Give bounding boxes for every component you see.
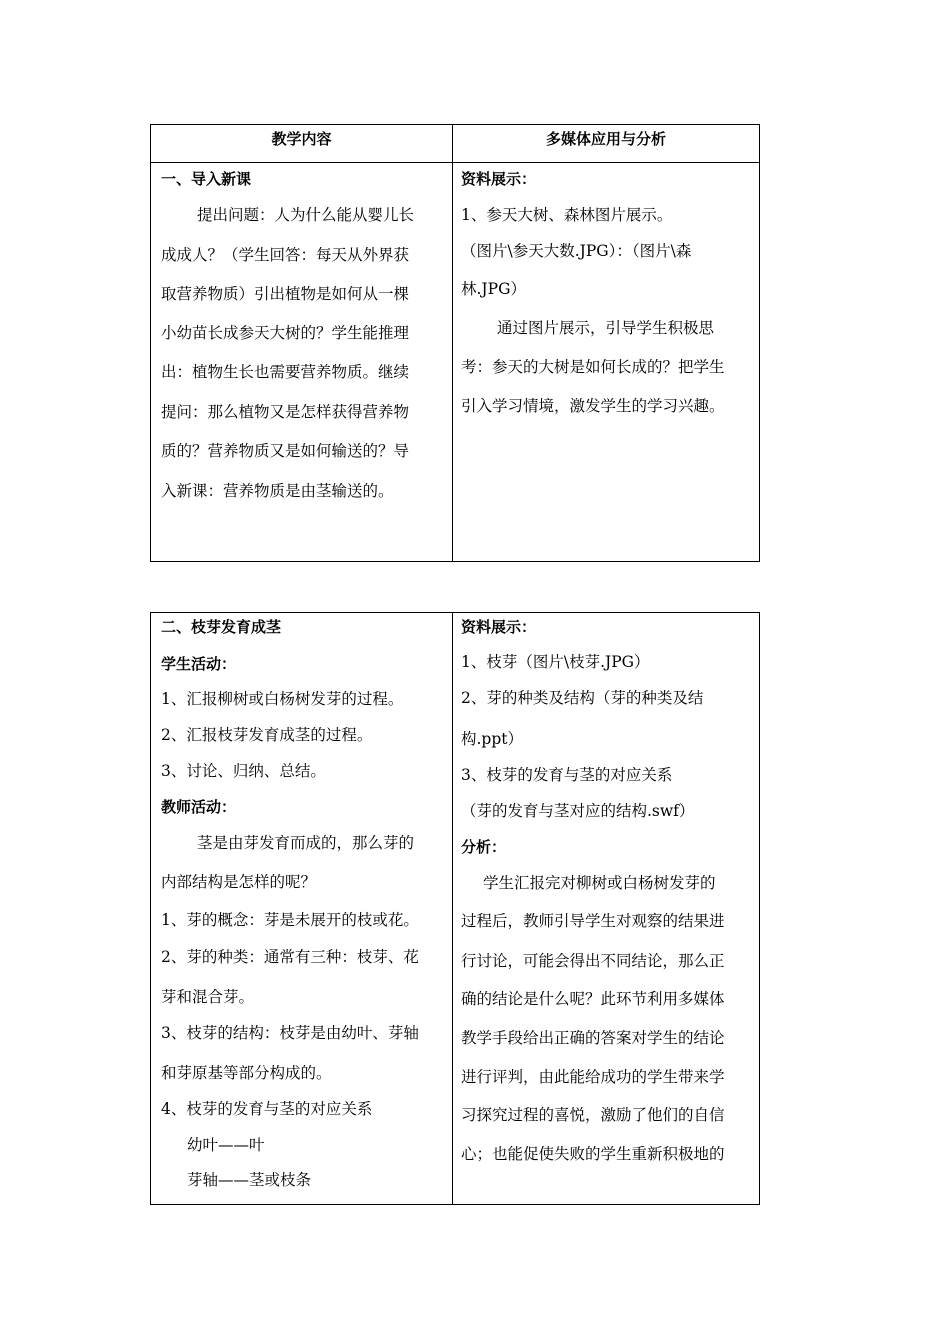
text-line: 学生汇报完对柳树或白杨树发芽的 xyxy=(483,874,716,892)
text-line: 3、讨论、归纳、总结。 xyxy=(161,762,326,780)
text-line: 教学手段给出正确的答案对学生的结论 xyxy=(461,1029,725,1047)
text-line: 2、汇报枝芽发育成茎的过程。 xyxy=(161,726,373,744)
text-line: 通过图片展示，引导学生积极思 xyxy=(497,319,715,337)
text-line: 引入学习情境，激发学生的学习兴趣。 xyxy=(461,397,725,415)
text-line: （图片\参天大数.JPG）：（图片\森 xyxy=(461,242,692,260)
text-line: 考：参天的大树是如何长成的？把学生 xyxy=(461,358,725,376)
text-line: 心；也能促使失败的学生重新积极地的 xyxy=(461,1145,725,1163)
text-line: 幼叶——叶 xyxy=(187,1136,265,1154)
text-line: 2、芽的种类：通常有三种：枝芽、花 xyxy=(161,948,419,966)
text-line: 小幼苗长成参天大树的？学生能推理 xyxy=(161,324,410,342)
section-title: 一、导入新课 xyxy=(161,170,252,188)
text-line: 提问：那么植物又是怎样获得营养物 xyxy=(161,403,410,421)
text-line: 习探究过程的喜悦，激励了他们的自信 xyxy=(461,1106,725,1124)
text-line: 2、芽的种类及结构（芽的种类及结 xyxy=(461,689,704,707)
text-line: 茎是由芽发育而成的，那么芽的 xyxy=(197,834,415,852)
text-line: 林.JPG） xyxy=(461,280,526,298)
text-line: 3、枝芽的发育与茎的对应关系 xyxy=(461,766,673,784)
lesson-table-1 xyxy=(150,124,760,562)
text-line: 入新课：营养物质是由茎输送的。 xyxy=(161,482,394,500)
text-line: （芽的发育与茎对应的结构.swf） xyxy=(461,802,695,820)
lesson-table-2 xyxy=(150,612,760,1205)
text-line: 1、汇报柳树或白杨树发芽的过程。 xyxy=(161,690,404,708)
text-line: 确的结论是什么呢？此环节利用多媒体 xyxy=(461,990,725,1008)
text-line: 1、芽的概念：芽是未展开的枝或花。 xyxy=(161,911,419,929)
text-line: 芽和混合芽。 xyxy=(161,988,255,1006)
text-line: 提出问题：人为什么能从婴儿长 xyxy=(197,206,415,224)
material-title: 资料展示： xyxy=(461,170,537,188)
text-line: 质的？营养物质又是如何输送的？导 xyxy=(161,442,410,460)
text-line: 出：植物生长也需要营养物质。继续 xyxy=(161,363,410,381)
header-multimedia-analysis: 多媒体应用与分析 xyxy=(545,130,666,148)
text-line: 进行评判，由此能给成功的学生带来学 xyxy=(461,1068,725,1086)
teacher-activity-title: 教师活动： xyxy=(161,798,237,816)
text-line: 成成人？（学生回答：每天从外界获 xyxy=(161,246,410,264)
text-line: 1、枝芽（图片\枝芽.JPG） xyxy=(461,653,650,671)
header-teaching-content: 教学内容 xyxy=(271,130,332,148)
section-title: 二、枝芽发育成茎 xyxy=(161,618,282,636)
material-title: 资料展示： xyxy=(461,618,537,636)
text-line: 芽轴——茎或枝条 xyxy=(187,1171,312,1189)
text-line: 1、参天大树、森林图片展示。 xyxy=(461,206,673,224)
text-line: 3、枝芽的结构：枝芽是由幼叶、芽轴 xyxy=(161,1024,419,1042)
student-activity-title: 学生活动： xyxy=(161,655,237,673)
text-line: 行讨论，可能会得出不同结论，那么正 xyxy=(461,952,725,970)
column-divider xyxy=(452,613,453,1204)
column-divider xyxy=(452,125,453,561)
text-line: 和芽原基等部分构成的。 xyxy=(161,1064,332,1082)
text-line: 内部结构是怎样的呢？ xyxy=(161,873,317,891)
text-line: 取营养物质）引出植物是如何从一棵 xyxy=(161,285,410,303)
text-line: 构.ppt） xyxy=(461,730,524,748)
analysis-title: 分析： xyxy=(461,838,507,856)
text-line: 4、枝芽的发育与茎的对应关系 xyxy=(161,1100,373,1118)
text-line: 过程后，教师引导学生对观察的结果进 xyxy=(461,912,725,930)
